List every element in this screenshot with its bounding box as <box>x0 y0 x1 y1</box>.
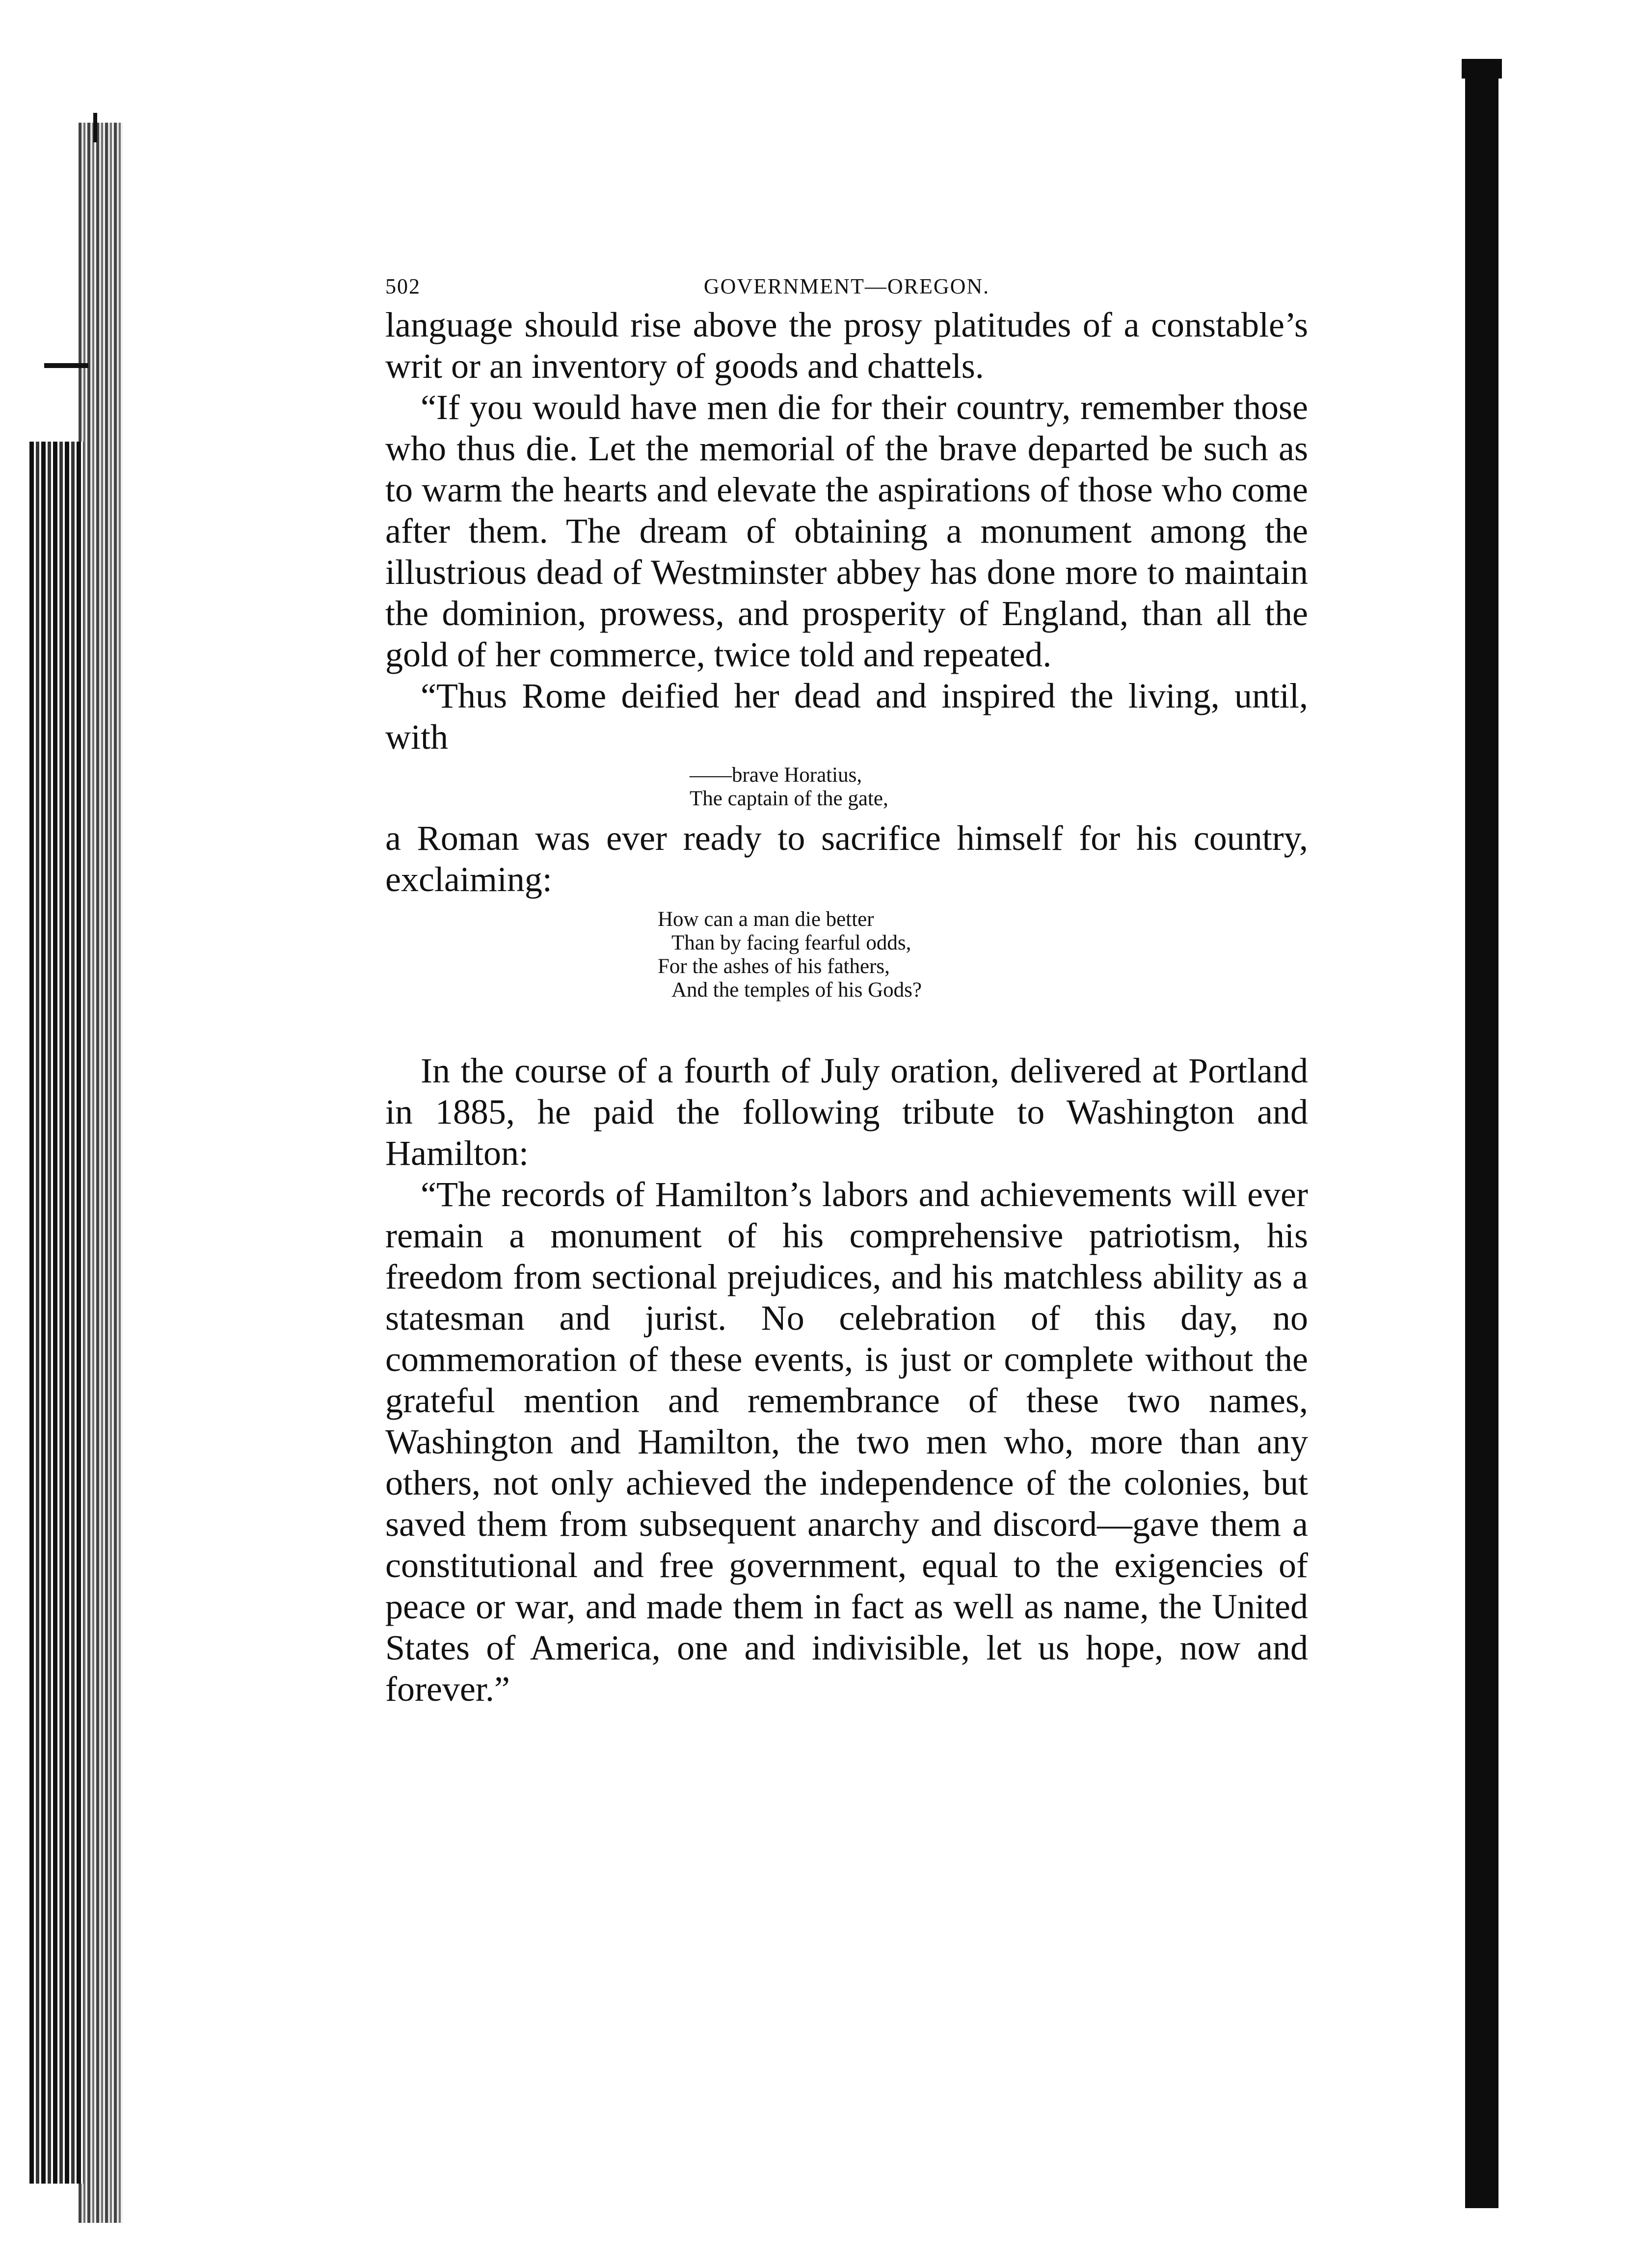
paragraph-hamilton-quote: “The records of Hamilton’s labors and achievements will ever remain a monument of his comprehensive patriotism, his freedom from sectional prejudices, and his matchless ability as a statesman and jurist. No celebration of this day, no commemoration of these events, is just or complete without the grateful mention and remembrance of these two names, Washington and Hamilton, the two men who, more than any others, not only achieved the independence of the colonies, but saved them from subsequent anarchy and discord—gave them a constitutional and free government, equal to the exigencies of peace or war, and made them in fact as well as name, the United States of America, one and indivisible, let us hope, now and forever.” <box>385 1175 1308 1709</box>
scan-right-edge-bar <box>1465 59 1498 2208</box>
page-number: 502 <box>385 274 421 298</box>
book-page <box>385 265 1308 1710</box>
scan-right-edge-cap <box>1462 59 1502 79</box>
verse-line: Than by facing fearful odds, <box>671 931 911 954</box>
verse-line: How can a man die better <box>658 908 874 931</box>
paragraph-rome: “Thus Rome deified her dead and inspired the living, until, with <box>385 676 1308 757</box>
verse-line: ——brave Horatius, <box>690 764 862 787</box>
paragraph-continued: language should rise above the prosy platitudes of a constable’s writ or an inventory of goods and chattels. <box>385 305 1308 386</box>
scan-binding-tick <box>93 113 97 142</box>
running-head <box>385 265 1308 304</box>
running-head-title: GOVERNMENT—OREGON. <box>703 274 990 298</box>
scan-binding-mark <box>44 363 88 368</box>
verse-horatius <box>690 764 1308 811</box>
section-gap <box>385 1009 1308 1050</box>
paragraph-roman: a Roman was ever ready to sacrifice himself for his country, exclaiming: <box>385 818 1308 899</box>
body-text <box>385 304 1308 1710</box>
paragraph-oration-intro: In the course of a fourth of July oration, delivered at Portland in 1885, he paid the following tribute to Washington and Hamilton: <box>385 1051 1308 1173</box>
verse-line: For the ashes of his fathers, <box>658 955 890 978</box>
scan-binding-shadow <box>29 442 83 2184</box>
verse-line: The captain of the gate, <box>690 787 888 810</box>
paragraph-memorial-quote: “If you would have men die for their country, remember those who thus die. Let the memorial of the brave departed be such as to warm the hearts and elevate the aspirations of those who come after them. The dream of obtaining a monument among the illustrious dead of Westminster abbey has done more to maintain the dominion, prowess, and prosperity of England, than all the gold of her commerce, twice told and repeated. <box>385 388 1308 674</box>
verse-how-can-a-man <box>658 908 1308 1002</box>
verse-line: And the temples of his Gods? <box>671 978 922 1002</box>
scan-binding-edge <box>79 123 123 2223</box>
